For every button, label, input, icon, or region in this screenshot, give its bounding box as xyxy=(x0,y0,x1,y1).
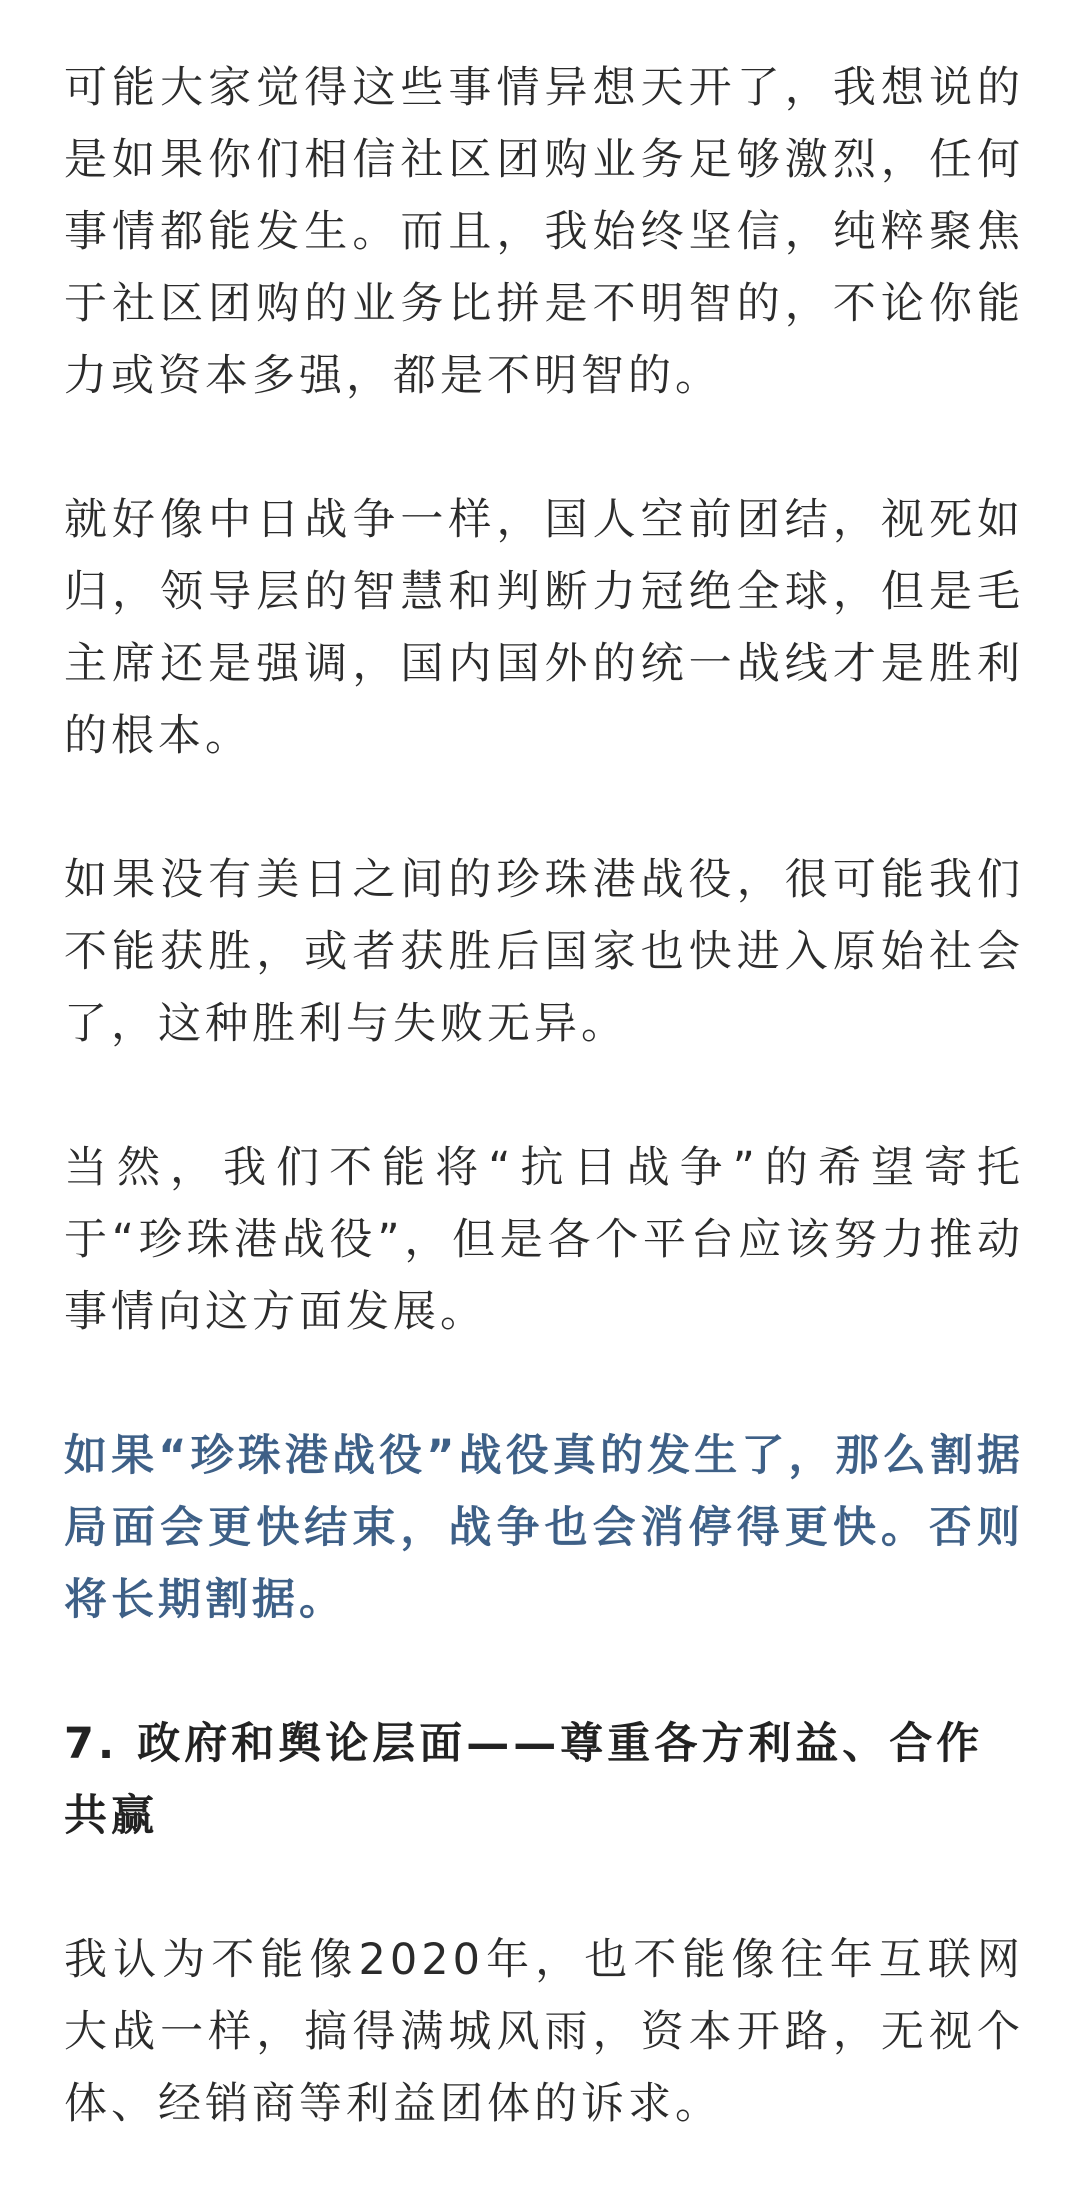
article-body xyxy=(64,52,1024,2212)
paragraph-4: 当然，我们不能将“抗日战争”的希望寄托于“珍珠港战役”，但是各个平台应该努力推动事情向这方面发展。 xyxy=(64,1143,1024,1337)
paragraph-5: 我认为不能像2020年，也不能像往年互联网大战一样，搞得满城风雨，资本开路，无视个体、经销商等利益团体的诉求。 xyxy=(64,1935,1024,2129)
section-heading: 7. 政府和舆论层面——尊重各方利益、合作共赢 xyxy=(64,1719,984,1841)
paragraph-3: 如果没有美日之间的珍珠港战役，很可能我们不能获胜，或者获胜后国家也快进入原始社会了，这种胜利与失败无异。 xyxy=(64,855,1024,1049)
paragraph-2: 就好像中日战争一样，国人空前团结，视死如归，领导层的智慧和判断力冠绝全球，但是毛主席还是强调，国内国外的统一战线才是胜利的根本。 xyxy=(64,495,1024,761)
paragraph-1: 可能大家觉得这些事情异想天开了，我想说的是如果你们相信社区团购业务足够激烈，任何事情都能发生。而且，我始终坚信，纯粹聚焦于社区团购的业务比拼是不明智的，不论你能力或资本多强，都是不明智的。 xyxy=(64,63,1024,401)
highlight-paragraph: 如果“珍珠港战役”战役真的发生了，那么割据局面会更快结束，战争也会消停得更快。否则将长期割据。 xyxy=(64,1431,1024,1625)
